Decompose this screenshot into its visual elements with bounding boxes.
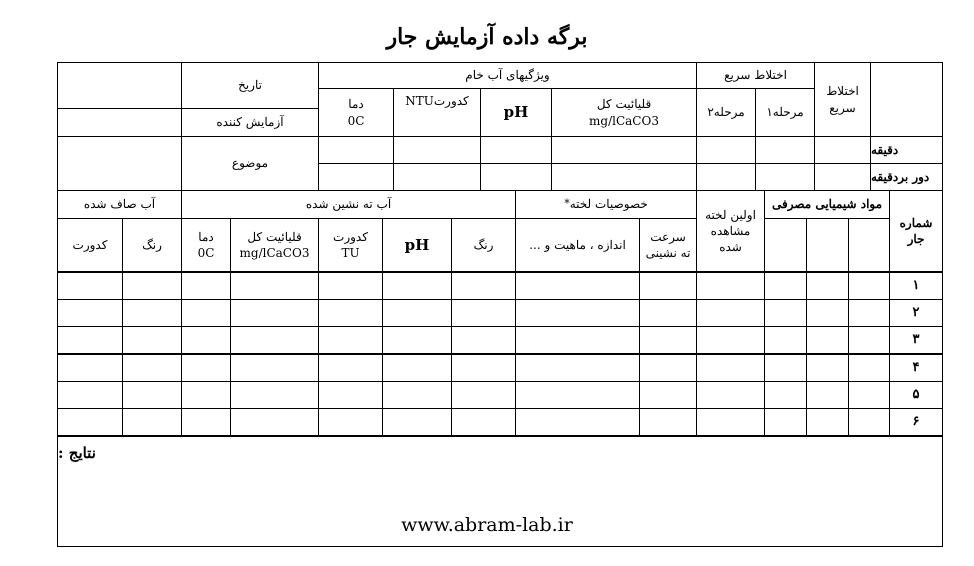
jar-cell: [122, 408, 182, 436]
jar-cell: [57, 381, 123, 409]
jar-cell: [696, 381, 765, 409]
col-color2: رنگ: [451, 218, 516, 272]
jar-cell: [382, 299, 452, 327]
jar-cell: [515, 326, 640, 354]
jar-cell: [639, 326, 697, 354]
jar-cell: [806, 408, 849, 436]
jar-cell: [515, 299, 640, 327]
jar-number: ۶: [889, 408, 943, 436]
subject-label: موضوع: [181, 136, 319, 191]
jar-cell: [848, 299, 890, 327]
jar-cell: [382, 272, 452, 300]
jar-cell: [696, 326, 765, 354]
jar-cell: [230, 326, 319, 354]
jar-cell: [848, 354, 890, 382]
jar-number: ۲: [889, 299, 943, 327]
rpm-cell: [480, 163, 552, 191]
jar-cell: [639, 354, 697, 382]
rpm-cell: [755, 163, 815, 191]
jar-number: ۴: [889, 354, 943, 382]
jar-cell: [696, 354, 765, 382]
first-floc-header: اولین لخته مشاهده شده: [696, 190, 765, 272]
jar-cell: [639, 272, 697, 300]
col-alkalinity: قلیائیت کل mg/lCaCO3: [230, 218, 319, 272]
jar-cell: [181, 408, 231, 436]
jar-cell: [230, 408, 319, 436]
col-color: رنگ: [122, 218, 182, 272]
jar-cell: [230, 272, 319, 300]
col-chemical: [848, 218, 890, 272]
minute-cell: [480, 136, 552, 164]
jar-cell: [848, 272, 890, 300]
jar-cell: [515, 272, 640, 300]
rpm-cell: [393, 163, 481, 191]
jar-cell: [382, 381, 452, 409]
jar-cell: [764, 354, 807, 382]
clear-water-header: آب صاف شده: [57, 190, 182, 219]
col-settling-speed: سرعت ته نشینی: [639, 218, 697, 272]
raw-temp-header: دما 0C: [318, 88, 394, 137]
jar-cell: [848, 408, 890, 436]
jar-cell: [451, 272, 516, 300]
jar-cell: [122, 354, 182, 382]
jar-cell: [451, 408, 516, 436]
jar-cell: [806, 381, 849, 409]
jar-cell: [806, 272, 849, 300]
jar-number-header: شماره جار: [889, 190, 943, 272]
date-label: تاریخ: [181, 62, 319, 109]
rpm-cell: [551, 163, 697, 191]
raw-ph-header: pH: [480, 88, 552, 137]
floc-props-header: خصوصیات لخته *: [515, 190, 697, 219]
jar-cell: [122, 326, 182, 354]
jar-cell: [181, 354, 231, 382]
rpm-cell: [696, 163, 756, 191]
jar-cell: [764, 299, 807, 327]
jar-cell: [806, 326, 849, 354]
jar-cell: [639, 408, 697, 436]
jar-cell: [451, 354, 516, 382]
jar-cell: [639, 299, 697, 327]
col-turbidity: کدورت: [57, 218, 123, 272]
jar-cell: [639, 381, 697, 409]
jar-cell: [181, 326, 231, 354]
jar-cell: [122, 381, 182, 409]
minute-cell: [318, 136, 394, 164]
jar-cell: [696, 272, 765, 300]
jar-cell: [318, 272, 383, 300]
jar-cell: [318, 408, 383, 436]
rapid-mix-column: اختلاط سریع: [814, 62, 871, 137]
chemicals-header: مواد شیمیایی مصرفی: [764, 190, 890, 219]
jar-cell: [57, 299, 123, 327]
jar-number: ۵: [889, 381, 943, 409]
jar-cell: [57, 272, 123, 300]
jar-cell: [382, 408, 452, 436]
col-chemical: [764, 218, 807, 272]
col-ph: pH: [382, 218, 452, 272]
jar-cell: [318, 354, 383, 382]
raw-water-header: ویژگیهای آب خام: [318, 62, 697, 89]
footer-url: www.abram-lab.ir: [401, 514, 573, 536]
minute-cell: [755, 136, 815, 164]
stage1-header: مرحله۱: [755, 88, 815, 137]
jar-cell: [764, 326, 807, 354]
jar-cell: [764, 272, 807, 300]
jar-cell: [318, 381, 383, 409]
jar-cell: [848, 381, 890, 409]
jar-cell: [515, 381, 640, 409]
jar-cell: [230, 381, 319, 409]
jar-cell: [764, 381, 807, 409]
blank-cell: [57, 136, 182, 191]
jar-cell: [451, 299, 516, 327]
jar-number: ۱: [889, 272, 943, 300]
minute-cell: [696, 136, 756, 164]
col-chemical: [806, 218, 849, 272]
jar-cell: [230, 299, 319, 327]
rpm-cell: [318, 163, 394, 191]
jar-cell: [181, 299, 231, 327]
jar-cell: [451, 326, 516, 354]
jar-cell: [57, 326, 123, 354]
jar-cell: [122, 272, 182, 300]
jar-cell: [181, 272, 231, 300]
jar-cell: [382, 354, 452, 382]
raw-alkalinity-header: قلیائیت کل mg/lCaCO3: [551, 88, 697, 137]
jar-cell: [57, 354, 123, 382]
raw-turbidity-header: کدورتNTU: [393, 88, 481, 137]
col-size-nature: اندازه ، ماهیت و ...: [515, 218, 640, 272]
blank-cell: [57, 62, 182, 109]
jar-cell: [764, 408, 807, 436]
col-turbidity-tu: کدورت TU: [318, 218, 383, 272]
jar-cell: [318, 299, 383, 327]
minute-cell: [551, 136, 697, 164]
col-temp: دما 0C: [181, 218, 231, 272]
jar-cell: [515, 354, 640, 382]
jar-cell: [806, 299, 849, 327]
jar-cell: [806, 354, 849, 382]
jar-cell: [696, 408, 765, 436]
jar-cell: [230, 354, 319, 382]
jar-cell: [122, 299, 182, 327]
jar-cell: [696, 299, 765, 327]
jar-cell: [382, 326, 452, 354]
minute-cell: [393, 136, 481, 164]
rapid-mix-header: اختلاط سریع: [696, 62, 815, 89]
blank-cell: [870, 62, 943, 137]
jar-number: ۳: [889, 326, 943, 354]
jar-cell: [515, 408, 640, 436]
minute-cell: [814, 136, 871, 164]
results-label: نتایج :: [58, 444, 96, 462]
rpm-cell: [814, 163, 871, 191]
jar-cell: [318, 326, 383, 354]
tester-label: آزمایش کننده: [181, 108, 319, 137]
jar-cell: [848, 326, 890, 354]
settled-water-header: آب ته نشین شده: [181, 190, 516, 219]
jar-cell: [181, 381, 231, 409]
blank-cell: [57, 108, 182, 137]
jar-cell: [57, 408, 123, 436]
minute-label: دقیقه: [870, 136, 943, 164]
jar-cell: [451, 381, 516, 409]
rpm-label: دور بردقیقه: [870, 163, 943, 191]
page-title: برگه داده آزمایش جار: [386, 24, 588, 50]
stage2-header: مرحله۲: [696, 88, 756, 137]
